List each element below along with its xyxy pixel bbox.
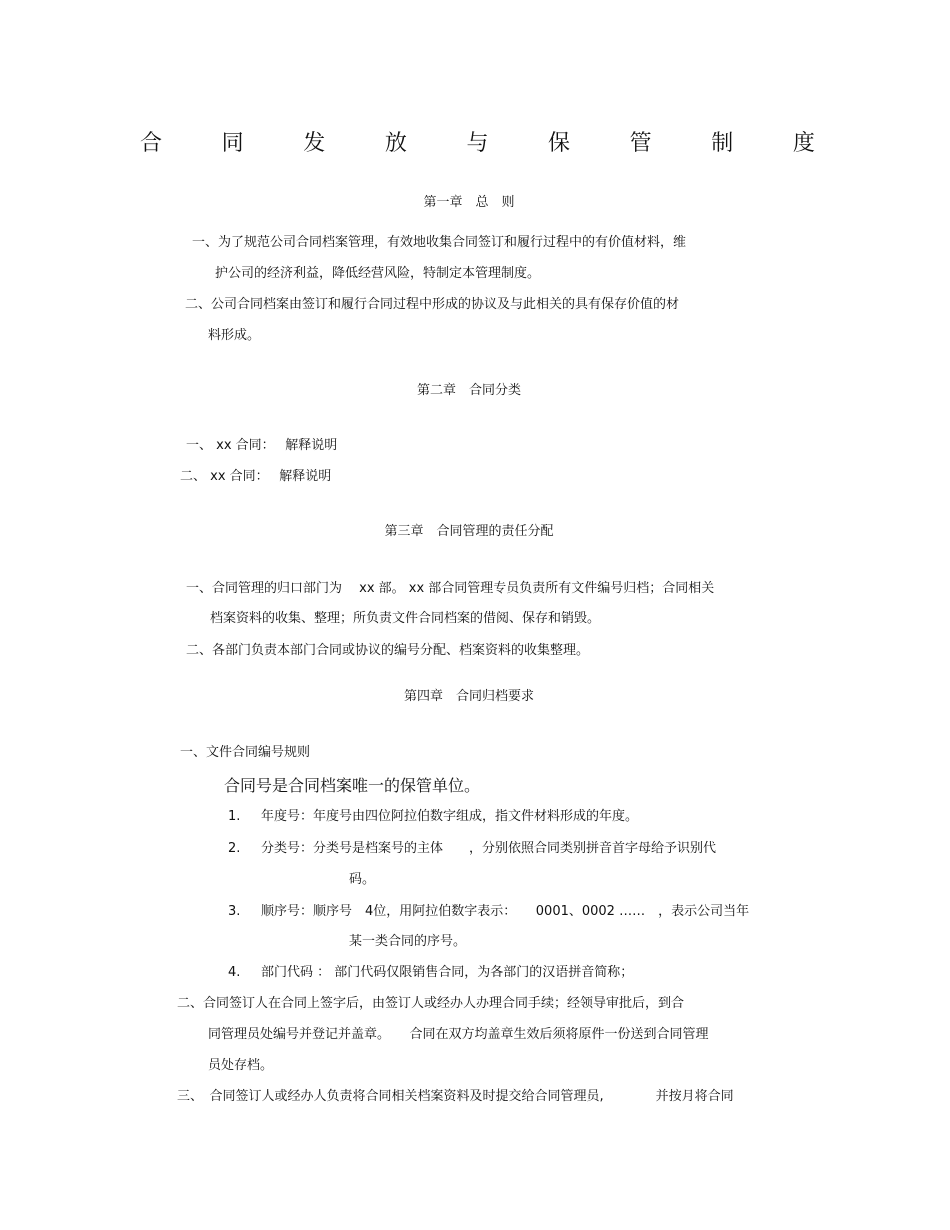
list-number: 3. [228,904,241,919]
list-item: 部门代码 ： 部门代码仅限销售合同，为各部门的汉语拼音简称； [261,965,634,980]
list-item: 二、 xx 合同： 解释说明 [180,469,332,484]
chapter-heading: 第四章 合同归档要求 [403,689,534,704]
paragraph-line: 一、合同管理的归口部门为 xx 部。 xx 部合同管理专员负责所有文件编号归档；合同相关 [186,581,715,596]
title-char: 发 [303,131,326,156]
section-heading: 一、文件合同编号规则 [180,745,311,760]
list-item: 分类号：分类号是档案号的主体 ，分别依照合同类别拼音首字母给予识别代 [261,841,717,856]
paragraph-line: 料形成。 [208,328,261,343]
list-item-continuation: 某一类合同的序号。 [349,934,467,949]
paragraph-line: 护公司的经济利益，降低经营风险，特制定本管理制度。 [215,266,541,281]
title-char: 保 [548,131,571,156]
list-item-continuation: 码。 [349,872,376,887]
paragraph-line: 档案资料的收集、整理；所负责文件合同档案的借阅、保存和销毁。 [210,611,601,626]
title-char: 放 [384,131,407,156]
paragraph-line: 三、 合同签订人或经办人负责将合同相关档案资料及时提交给合同管理员, 并按月将合同 [177,1089,734,1104]
list-item: 顺序号：顺序号 4位，用阿拉伯数字表示： 0001、0002 …… ，表示公司当年 [261,904,750,919]
intro-line: 合同号是合同档案唯一的保管单位。 [224,776,481,795]
document-title [140,128,815,160]
title-char: 与 [466,131,489,156]
list-number: 1. [228,809,241,824]
title-char: 度 [792,131,815,156]
list-item: 年度号：年度号由四位阿拉伯数字组成，指文件材料形成的年度。 [261,809,639,824]
chapter-heading: 第二章 合同分类 [416,383,521,398]
title-char: 同 [221,131,244,156]
title-char: 管 [629,131,652,156]
paragraph-line: 二、各部门负责本部门合同或协议的编号分配、档案资料的收集整理。 [186,643,590,658]
chapter-heading: 第一章 总 则 [423,195,515,210]
title-char: 合 [140,131,163,156]
list-number: 4. [228,965,241,980]
chapter-heading: 第三章 合同管理的责任分配 [384,524,554,539]
paragraph-line: 一、为了规范公司合同档案管理，有效地收集合同签订和履行过程中的有价值材料，维 [192,235,687,250]
paragraph-line: 同管理员处编号并登记并盖章。 合同在双方均盖章生效后须将原件一份送到合同管理 [208,1027,709,1042]
list-number: 2. [228,841,241,856]
title-char: 制 [711,131,734,156]
paragraph-line: 员处存档。 [208,1058,274,1073]
paragraph-line: 二、合同签订人在合同上签字后，由签订人或经办人办理合同手续；经领导审批后，到合 [177,996,685,1011]
list-item: 一、 xx 合同： 解释说明 [186,438,338,453]
paragraph-line: 二、公司合同档案由签订和履行合同过程中形成的协议及与此相关的具有保存价值的材 [185,297,680,312]
